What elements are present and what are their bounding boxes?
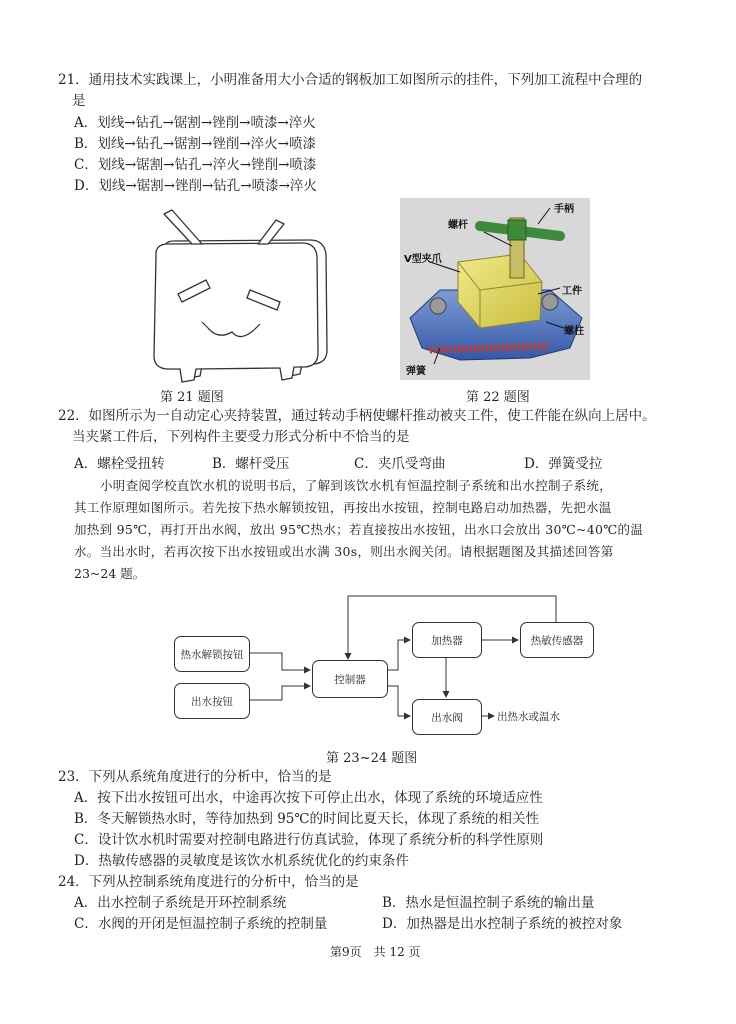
label-workpiece: 工件 (562, 286, 582, 297)
q21-stem-line1: 21．通用技术实践课上，小明准备用大小合适的钢板加工如图所示的挂件，下列加工流程中合理的 (58, 72, 643, 88)
q24-stem: 24．下列从控制系统角度进行的分析中，恰当的是 (58, 874, 359, 890)
diagram-caption: 第 23~24 题图 (326, 751, 418, 766)
q23-stem: 23．下列从系统角度进行的分析中，恰当的是 (58, 769, 332, 785)
q22-option-c: C．夹爪受弯曲 (354, 456, 446, 472)
label-bolt: 螺柱 (564, 326, 584, 337)
passage-line1: 小明查阅学校直饮水机的说明书后，了解到该饮水机有恒温控制子系统和出水控制子系统， (100, 478, 613, 493)
q22-stem-line2: 当夹紧工件后，下列构件主要受力形式分析中不恰当的是 (72, 429, 410, 445)
q22-option-a: A．螺栓受扭转 (74, 456, 165, 472)
label-screw: 螺杆 (448, 220, 468, 231)
q21-option-a: A．划线→钻孔→锯割→锉削→喷漆→淬火 (74, 115, 316, 131)
q21-option-d: D．划线→锯割→锉削→钻孔→喷漆→淬火 (74, 178, 317, 194)
q24-option-b: B．热水是恒温控制子系统的输出量 (382, 895, 595, 911)
q21-caption: 第 21 题图 (160, 390, 224, 405)
passage-line2: 其工作原理如图所示。若先按下热水解锁按钮，再按出水按钮，控制电路启动加热器，先把水温 (74, 500, 612, 515)
q24-option-a: A．出水控制子系统是开环控制系统 (74, 895, 287, 911)
q23-option-d: D．热敏传感器的灵敏度是该饮水机系统优化的约束条件 (74, 853, 409, 869)
q21-stem-line2: 是 (72, 93, 86, 109)
q23-option-a: A．按下出水按钮可出水，中途再次按下可停止出水，体现了系统的环境适应性 (74, 790, 543, 806)
q22-caption: 第 22 题图 (466, 390, 530, 405)
label-spring: 弹簧 (406, 366, 426, 377)
output-label: 出热水或温水 (497, 711, 560, 723)
q23-option-b: B．冬天解锁热水时，等待加热到 95℃的时间比夏天长，体现了系统的相关性 (74, 811, 539, 827)
page-footer: 第9页 共 12 页 (330, 945, 421, 959)
q22-stem-line1: 22．如图所示为一自动定心夹持装置，通过转动手柄使螺杆推动被夹工件，使工件能在纵向上居中。 (58, 408, 656, 424)
box-outlet-button: 出水按钮 (174, 683, 250, 719)
passage-line4: 水。当出水时，若再次按下出水按钮或出水满 30s，则出水阀关闭。请根据题图及其描述回答第 (74, 544, 614, 559)
q24-option-d: D．加热器是出水控制子系统的被控对象 (382, 916, 623, 932)
q22-option-d: D．弹簧受拉 (524, 456, 603, 472)
box-hot-unlock-button: 热水解锁按钮 (174, 636, 250, 672)
q24-option-c: C．水阀的开闭是恒温控制子系统的控制量 (74, 916, 328, 932)
box-outlet-valve: 出水阀 (412, 699, 482, 735)
box-controller: 控制器 (312, 660, 388, 698)
label-jaw: V型夹爪 (404, 254, 442, 265)
q21-option-b: B．划线→钻孔→锯割→锉削→淬火→喷漆 (74, 136, 316, 152)
passage-line5: 23~24 题。 (74, 566, 146, 581)
q23-option-c: C．设计饮水机时需要对控制电路进行仿真试验，体现了系统分析的科学性原则 (74, 832, 544, 848)
box-thermistor: 热敏传感器 (520, 622, 594, 658)
passage-line3: 加热到 95℃，再打开出水阀，放出 95℃热水；若直接按出水按钮，出水口会放出 30℃~40℃的温 (74, 522, 644, 537)
q21-option-c: C．划线→锯割→钻孔→淬火→锉削→喷漆 (74, 157, 317, 173)
box-heater: 加热器 (412, 622, 482, 658)
label-handle: 手柄 (554, 204, 574, 215)
q22-option-b: B．螺杆受压 (212, 456, 290, 472)
